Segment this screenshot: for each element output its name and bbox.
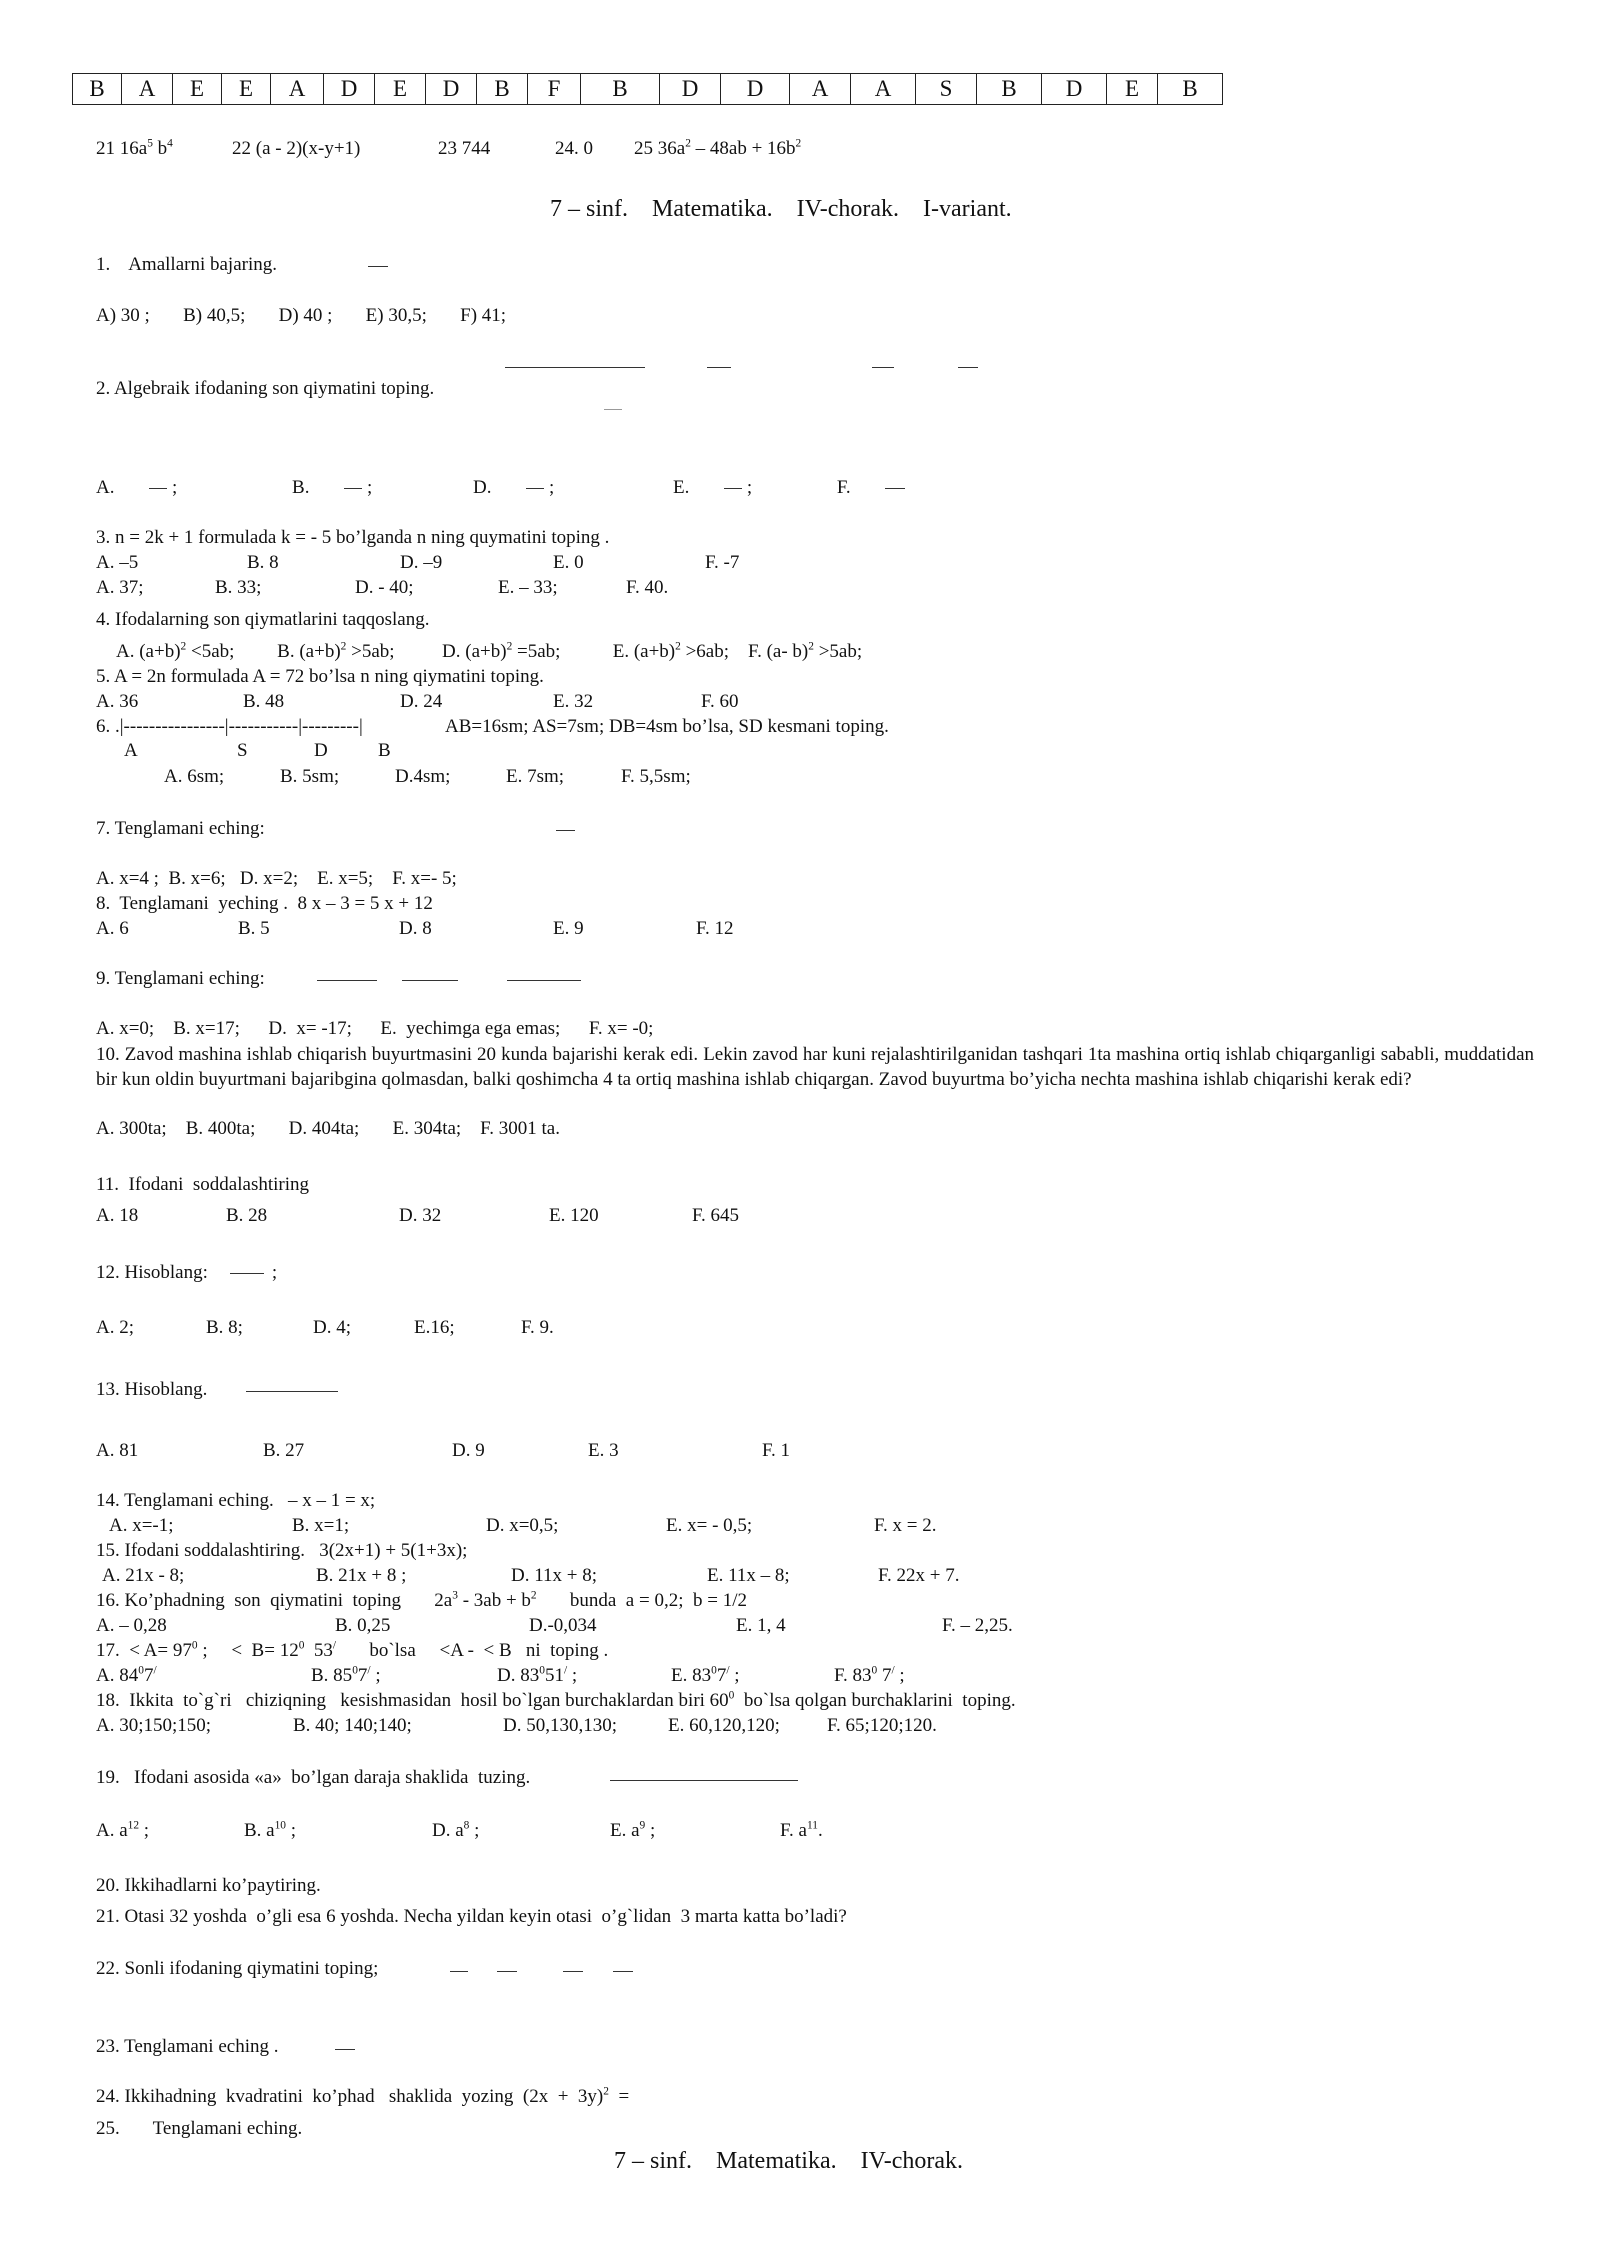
question-4: 4. Ifodalarning son qiymatlarini taqqoslang.	[96, 609, 430, 630]
answer-key-cell: E	[222, 74, 271, 105]
answer-key-cell: A	[851, 74, 916, 105]
answer-22: 22 (a - 2)(x-y+1)	[232, 138, 361, 159]
fraction-bar	[335, 2049, 355, 2050]
page-title: 7 – sinf. Matematika. IV-chorak. I-variant.	[550, 196, 1012, 222]
question-7: 7. Tenglamani eching:	[96, 818, 265, 839]
question-10-options: A. 300ta; B. 400ta; D. 404ta; E. 304ta; F. 3001 ta.	[96, 1118, 560, 1139]
question-3: 3. n = 2k + 1 formulada k = - 5 bo’lganda n ning quymatini toping .	[96, 527, 610, 548]
fraction-bar	[402, 980, 458, 981]
fraction-bar	[246, 1391, 338, 1392]
question-23: 23. Tenglamani eching .	[96, 2036, 279, 2057]
question-6-segment: 6. .|----------------|-----------|---------|	[96, 716, 363, 737]
question-1-options: A) 30 ; B) 40,5; D) 40 ; E) 30,5; F) 41;	[96, 305, 507, 326]
answer-key-cell: B	[1158, 74, 1223, 105]
answer-key-cell: E	[1107, 74, 1158, 105]
question-11: 11. Ifodani soddalashtiring	[96, 1174, 310, 1195]
fraction-bar	[368, 266, 388, 267]
answer-key-cell: D	[1042, 74, 1107, 105]
fraction-bar	[556, 830, 575, 831]
answer-24: 24. 0	[555, 138, 593, 159]
answer-key-cell: D	[324, 74, 375, 105]
answer-key-cell: S	[916, 74, 977, 105]
fraction-bar	[613, 1971, 633, 1972]
answer-key-cell: B	[977, 74, 1042, 105]
question-14: 14. Tenglamani eching. – x – 1 = x;	[96, 1490, 376, 1511]
question-21: 21. Otasi 32 yoshda o’gli esa 6 yoshda. Necha yildan keyin otasi o’g`lidan 3 marta katta bo’ladi?	[96, 1906, 847, 1927]
question-5: 5. A = 2n formulada A = 72 bo’lsa n ning qiymatini toping.	[96, 666, 544, 687]
question-25: 25. Tenglamani eching.	[96, 2118, 303, 2139]
footer-title: 7 – sinf. Matematika. IV-chorak.	[614, 2148, 964, 2174]
fraction-bar	[872, 367, 894, 368]
answer-23: 23 744	[438, 138, 491, 159]
question-8: 8. Tenglamani yeching . 8 x – 3 = 5 x + 12	[96, 893, 433, 914]
answer-key-cell: B	[477, 74, 528, 105]
answer-key-cell: B	[73, 74, 122, 105]
question-9: 9. Tenglamani eching:	[96, 968, 265, 989]
question-19: 19. Ifodani asosida «a» bo’lgan daraja shaklida tuzing.	[96, 1767, 531, 1788]
fraction-bar	[505, 367, 645, 368]
question-10: 10. Zavod mashina ishlab chiqarish buyurtmasini 20 kunda bajarishi kerak edi. Lekin zavod har kuni rejalashtirilganidan tashqari 1ta mashina ortiq ishlab chiqarganligi sababli, muddatidan bir kun oldin buyurtmani bajaribgina qolmasdan, balki qoshimcha 4 ta ortiq mashina ishlab chiqargan. Zavod buyurtma bo’yicha nechta mashina ishlab chiqarishi kerak edi?	[96, 1044, 1534, 1090]
question-18: 18. Ikkita to`g`ri chiziqning kesishmasidan hosil bo`lgan burchaklardan biri $60^0$ bo`lsa qolgan burchaklarini toping.	[96, 1689, 1016, 1711]
fraction-bar	[604, 409, 622, 410]
question-2: 2. Algebraik ifodaning son qiymatini toping.	[96, 378, 435, 399]
question-13: 13. Hisoblang.	[96, 1379, 208, 1400]
answer-key-row	[73, 74, 1223, 105]
answer-key-cell: D	[721, 74, 790, 105]
question-20: 20. Ikkihadlarni ko’paytiring.	[96, 1875, 321, 1896]
question-15: 15. Ifodani soddalashtiring. 3(2x+1) + 5(1+3x);	[96, 1540, 468, 1561]
question-12: 12. Hisoblang: ;	[96, 1262, 278, 1283]
fraction-bar	[317, 980, 377, 981]
question-22: 22. Sonli ifodaning qiymatini toping;	[96, 1958, 379, 1979]
fraction-bar	[507, 980, 581, 981]
answer-21: 21 $16a^5$ $b^4$	[96, 137, 173, 159]
answer-key-cell: F	[528, 74, 581, 105]
answer-key-cell: E	[173, 74, 222, 105]
question-6: AB=16sm; AS=7sm; DB=4sm bo’lsa, SD kesmani toping.	[445, 716, 889, 737]
fraction-bar	[563, 1971, 583, 1972]
answer-key-cell: D	[426, 74, 477, 105]
question-7-options: A. x=4 ; B. x=6; D. x=2; E. x=5; F. x=- 5;	[96, 868, 457, 889]
answer-key-cell: E	[375, 74, 426, 105]
question-9-options: A. x=0; B. x=17; D. x= -17; E. yechimga ega emas; F. x= -0;	[96, 1018, 654, 1039]
question-1: 1. Amallarni bajaring.	[96, 254, 277, 275]
answer-key-cell: A	[790, 74, 851, 105]
question-4-options: A. $(a+b)^2 <5ab$; B. $(a+b)^2 >5ab$; D. $(a+b)^2 =5ab$; E. $(a+b)^2 >6ab$; F. (a- b)$^2$ >5ab;	[116, 640, 863, 662]
answer-25: 25 $36a^2 - 48ab + 16b^2$	[634, 137, 802, 159]
question-17: 17. < $A= 97^0$ ; < $B= 12^0$ 53/ bo`lsa <A - < B ni toping .	[96, 1639, 609, 1661]
answer-key-cell: A	[122, 74, 173, 105]
fraction-bar	[707, 367, 731, 368]
question-16: 16. Ko’phadning son qiymatini toping $2a^3 - 3ab + b^2$ bunda a = 0,2; b = 1/2	[96, 1589, 747, 1611]
answer-key-table	[72, 73, 1223, 105]
question-2-options: A. ; B. ; D. ; E. ; F.	[96, 477, 905, 499]
fraction-bar	[958, 367, 978, 368]
fraction-bar	[610, 1780, 798, 1781]
answer-key-cell: A	[271, 74, 324, 105]
fraction-bar	[450, 1971, 468, 1972]
answer-key-cell: B	[581, 74, 660, 105]
question-24: 24. Ikkihadning kvadratini ko’phad shaklida yozing $(2x + 3y)^2$ =	[96, 2085, 630, 2107]
fraction-bar	[497, 1971, 517, 1972]
answer-key-cell: D	[660, 74, 721, 105]
